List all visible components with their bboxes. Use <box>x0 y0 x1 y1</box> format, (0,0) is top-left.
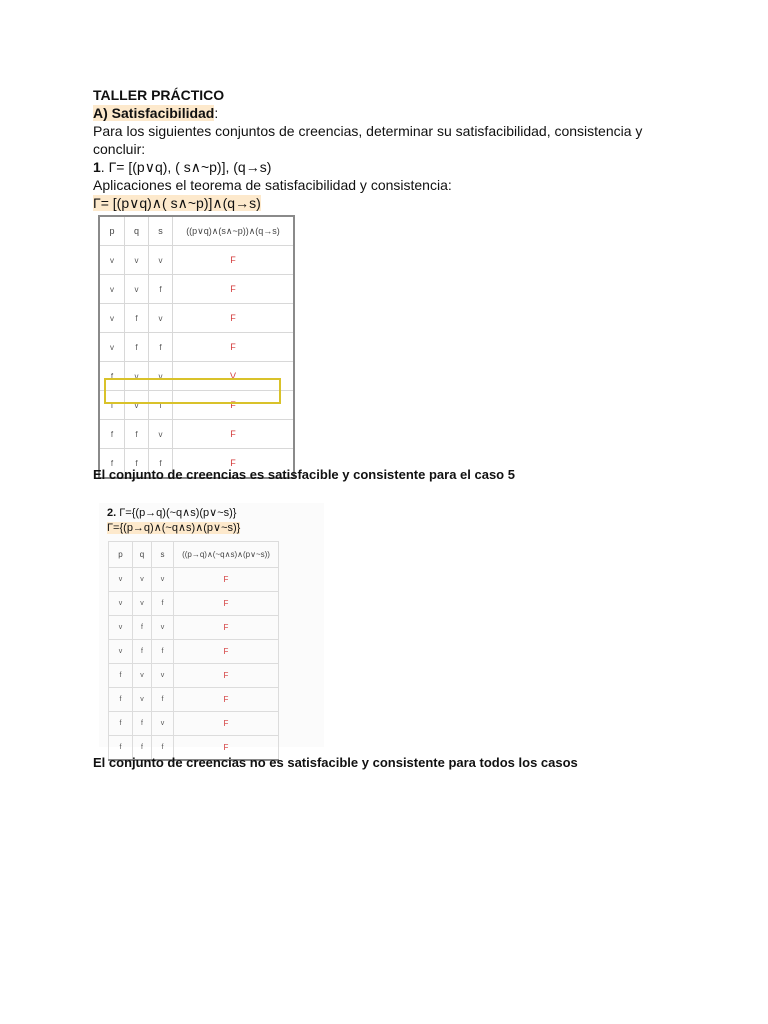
value-cell: v <box>149 420 173 449</box>
table-row <box>109 664 279 688</box>
result-cell: F <box>173 449 295 479</box>
highlight-box-case-6 <box>104 378 281 404</box>
value-cell: v <box>152 616 174 640</box>
item-1-number: 1 <box>93 159 101 175</box>
value-cell: v <box>99 246 125 275</box>
result-cell: F <box>174 736 279 761</box>
conclusion-2: El conjunto de creencias no es satisfacible y consistente para todos los casos <box>93 755 578 770</box>
result-cell: F <box>173 420 295 449</box>
table-row <box>109 616 279 640</box>
value-cell: v <box>133 664 152 688</box>
section-heading <box>93 104 693 122</box>
table-row <box>109 592 279 616</box>
gamma-1-formula <box>93 194 693 212</box>
section-colon: : <box>214 105 219 121</box>
result-cell: F <box>173 304 295 333</box>
table-header: ((p→q)∧(~q∧s)∧(p∨~s)) <box>174 542 279 568</box>
value-cell: v <box>133 592 152 616</box>
table-row <box>99 246 294 275</box>
result-cell: F <box>173 246 295 275</box>
intro-text-1: Para los siguientes conjuntos de creencias, determinar su satisfacibilidad, consistencia y <box>93 123 643 139</box>
item-2-number: 2. <box>107 507 117 519</box>
value-cell: v <box>133 568 152 592</box>
value-cell: f <box>125 420 149 449</box>
value-cell: f <box>152 688 174 712</box>
result-cell: F <box>174 592 279 616</box>
table-header: p <box>99 216 125 246</box>
value-cell: f <box>149 391 173 420</box>
result-cell: F <box>174 568 279 592</box>
item-2-statement <box>107 506 240 521</box>
value-cell: v <box>99 333 125 362</box>
table-row <box>109 712 279 736</box>
value-cell: f <box>99 420 125 449</box>
result-cell: F <box>173 333 295 362</box>
value-cell: f <box>133 640 152 664</box>
conclusion-1: El conjunto de creencias es satisfacible y consistente para el caso 5 <box>93 467 515 482</box>
result-cell: V <box>173 362 295 391</box>
value-cell: v <box>149 304 173 333</box>
table-row <box>99 275 294 304</box>
table-header: s <box>152 542 174 568</box>
value-cell: v <box>125 246 149 275</box>
section-label: A) Satisfacibilidad <box>93 105 215 121</box>
value-cell: f <box>152 640 174 664</box>
value-cell: f <box>109 712 133 736</box>
value-cell: v <box>99 275 125 304</box>
gamma-2-text: Γ={(p→q)∧(~q∧s)∧(p∨~s)} <box>107 522 241 534</box>
table-row <box>99 333 294 362</box>
intro-text-2: concluir: <box>93 141 146 157</box>
item-1-statement <box>93 158 693 176</box>
value-cell: v <box>149 362 173 391</box>
apply-text: Aplicaciones el teorema de satisfacibilidad y consistencia: <box>93 177 452 193</box>
value-cell: v <box>99 304 125 333</box>
value-cell: v <box>152 712 174 736</box>
truth-table-2 <box>108 541 279 761</box>
truth-table-1 <box>98 215 295 479</box>
value-cell: f <box>152 736 174 761</box>
value-cell: v <box>109 616 133 640</box>
table-header: s <box>149 216 173 246</box>
value-cell: v <box>152 568 174 592</box>
result-cell: F <box>173 391 295 420</box>
gamma-1-text: Γ= [(p∨q)∧( s∧~p)]∧(q→s) <box>93 195 261 211</box>
value-cell: v <box>152 664 174 688</box>
table-row <box>109 568 279 592</box>
table-header: p <box>109 542 133 568</box>
item-1-text: . Γ= [(p∨q), ( s∧~p)], (q→s) <box>100 159 272 175</box>
value-cell: f <box>152 592 174 616</box>
result-cell: F <box>174 616 279 640</box>
result-cell: F <box>174 640 279 664</box>
value-cell: v <box>109 568 133 592</box>
value-cell: f <box>133 736 152 761</box>
value-cell: f <box>125 333 149 362</box>
value-cell: f <box>125 304 149 333</box>
value-cell: v <box>109 592 133 616</box>
value-cell: v <box>125 275 149 304</box>
value-cell: f <box>149 449 173 479</box>
result-cell: F <box>174 664 279 688</box>
table-header: q <box>125 216 149 246</box>
value-cell: v <box>125 391 149 420</box>
page-title: TALLER PRÁCTICO <box>93 87 225 103</box>
table-row <box>99 304 294 333</box>
value-cell: f <box>109 736 133 761</box>
value-cell: v <box>125 362 149 391</box>
value-cell: f <box>99 362 125 391</box>
result-cell: F <box>173 275 295 304</box>
value-cell: f <box>99 391 125 420</box>
table-row <box>109 640 279 664</box>
value-cell: v <box>149 246 173 275</box>
value-cell: f <box>133 616 152 640</box>
table-row <box>109 688 279 712</box>
value-cell: f <box>149 333 173 362</box>
item-2-text: Γ={(p→q)(~q∧s)(p∨~s)} <box>116 507 237 519</box>
value-cell: v <box>133 688 152 712</box>
table-row <box>99 420 294 449</box>
result-cell: F <box>174 688 279 712</box>
value-cell: f <box>125 449 149 479</box>
value-cell: f <box>99 449 125 479</box>
value-cell: v <box>109 640 133 664</box>
document-body <box>93 86 693 212</box>
gamma-2-formula <box>107 521 240 536</box>
value-cell: f <box>149 275 173 304</box>
table-header: q <box>133 542 152 568</box>
result-cell: F <box>174 712 279 736</box>
value-cell: f <box>109 688 133 712</box>
item-2-heading <box>107 506 240 536</box>
value-cell: f <box>109 664 133 688</box>
table-header: ((p∨q)∧(s∧~p))∧(q→s) <box>173 216 295 246</box>
value-cell: f <box>133 712 152 736</box>
